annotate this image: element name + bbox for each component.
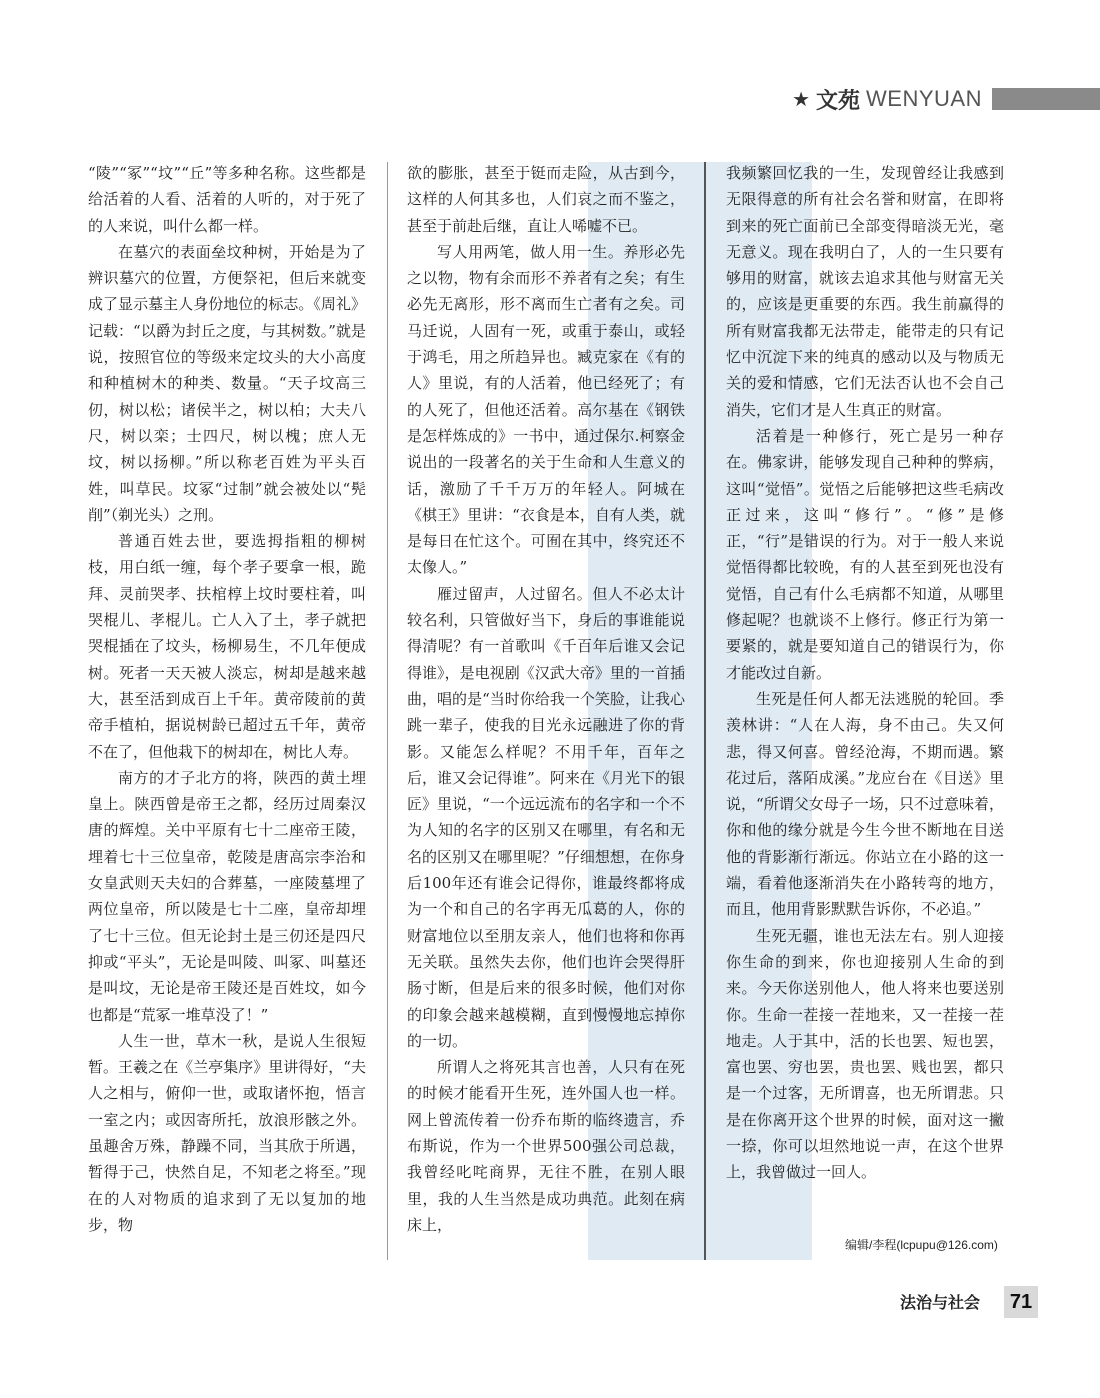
paragraph: 所谓人之将死其言也善，人只有在死的时候才能看开生死，连外国人也一样。网上曾流传着一份乔布斯的临终遗言，乔布斯说，作为一个世界500强公司总裁，我曾经叱咤商界，无往不胜，在别人眼里，我的人生当然是成功典范。此刻在病床上， <box>407 1058 685 1234</box>
page-number: 71 <box>1004 1286 1038 1318</box>
paragraph: 人生一世，草木一秋，是说人生很短暂。王羲之在《兰亭集序》里讲得好，“夫人之相与，俯仰一世，或取诸怀抱，悟言一室之内；或因寄所托，放浪形骸之外。虽趣舍万殊，静躁不同，当其欣于所遇，暂得于己，快然自足，不知老之将至。”现在的人对物质的追求到了无以复加的地步，物 <box>88 1031 366 1234</box>
star-icon: ★ <box>792 87 811 111</box>
paragraph: 我频繁回忆我的一生，发现曾经让我感到无限得意的所有社会名誉和财富，在即将到来的死亡面前已全部变得暗淡无光，毫无意义。现在我明白了，人的一生只要有够用的财富，就该去追求其他与财富无关的，应该是更重要的东西。我生前赢得的所有财富我都无法带走，能带走的只有记忆中沉淀下来的纯真的感动以及与物质无关的爱和情感，它们无法否认也不会自己消失，它们才是人生真正的财富。 <box>726 164 1004 419</box>
paragraph: “陵”“冢”“坟”“丘”等多种名称。这些都是给活着的人看、活着的人听的，对于死了的人来说，叫什么都一样。 <box>88 164 366 235</box>
paragraph: 在墓穴的表面垒坟种树，开始是为了辨识墓穴的位置，方便祭祀，但后来就变成了显示墓主人身份地位的标志。《周礼》记载：“以爵为封丘之度，与其树数。”就是说，按照官位的等级来定坟头的大小高度和种植树木的种类、数量。“天子坟高三仞，树以松；诸侯半之，树以柏；大夫八尺，树以栾；士四尺，树以槐；庶人无坟，树以扬柳。”所以称老百姓为平头百姓，叫草民。坟冢“过制”就会被处以“髡削”（剃光头）之刑。 <box>88 242 366 524</box>
text-column-2 <box>407 160 685 1238</box>
paragraph: 普通百姓去世，要选拇指粗的柳树枝，用白纸一缠，每个孝子要拿一根，跪拜、灵前哭孝、扶棺椁上坟时要柱着，叫哭棍儿、孝棍儿。亡人入了土，孝子就把哭棍插在了坟头，杨柳易生，不几年便成树。死者一天天被人淡忘，树却是越来越大，甚至活到成百上千年。黄帝陵前的黄帝手植柏，据说树龄已超过五千年，黄帝不在了，但他栽下的树却在，树比人寿。 <box>88 532 366 761</box>
section-header <box>792 84 982 114</box>
column-divider-2 <box>704 162 706 1260</box>
paragraph: 生死无疆，谁也无法左右。别人迎接你生命的到来，你也迎接别人生命的到来。今天你送别他人，他人将来也要送别你。生命一茬接一茬地来，又一茬接一茬地走。人于其中，活的长也罢、短也罢，富也罢、穷也罢，贵也罢、贱也罢，都只是一个过客，无所谓喜，也无所谓悲。只是在你离开这个世界的时候，面对这一撇一捺，你可以坦然地说一声，在这个世界上，我曾做过一回人。 <box>726 926 1004 1182</box>
paragraph: 雁过留声，人过留名。但人不必太计较名利，只管做好当下，身后的事谁能说得清呢？有一首歌叫《千百年后谁又会记得谁》，是电视剧《汉武大帝》里的一首插曲，唱的是“当时你给我一个笑脸，让我心跳一辈子，使我的目光永远融进了你的背影。又能怎么样呢？不用千年，百年之后，谁又会记得谁”。阿来在《月光下的银匠》里说，“一个远远流布的名字和一个不为人知的名字的区别又在哪里，有名和无名的区别又在哪里呢？”仔细想想，在你身后100年还有谁会记得你，谁最终都将成为一个和自己的名字再无瓜葛的人，你的财富地位以至朋友亲人，他们也将和你再无关联。虽然失去你，他们也许会哭得肝肠寸断，但是后来的很多时候，他们对你的印象会越来越模糊，直到慢慢地忘掉你的一切。 <box>407 584 685 1050</box>
magazine-name: 法治与社会 <box>900 1293 981 1312</box>
section-title-en: WENYUAN <box>866 86 982 111</box>
text-column-1 <box>88 160 366 1238</box>
section-title-cn: 文苑 <box>816 88 861 114</box>
editor-credit: 编辑/李程(lcpupu@126.com) <box>845 1238 998 1252</box>
text-column-3 <box>726 160 1004 1186</box>
column-divider-1 <box>387 162 388 1260</box>
header-gray-bar <box>992 88 1100 110</box>
paragraph: 写人用两笔，做人用一生。养形必先之以物，物有余而形不养者有之矣；有生必先无离形，形不离而生亡者有之矣。司马迁说，人固有一死，或重于泰山，或轻于鸿毛，用之所趋异也。臧克家在《有的人》里说，有的人活着，他已经死了；有的人死了，但他还活着。高尔基在《钢铁是怎样炼成的》一书中，通过保尔.柯察金说出的一段著名的关于生命和人生意义的话，激励了千千万万的年轻人。阿城在《棋王》里讲：“衣食是本，自有人类，就是每日在忙这个。可囿在其中，终究还不太像人。” <box>407 242 685 577</box>
paragraph: 南方的才子北方的将，陕西的黄土埋皇上。陕西曾是帝王之都，经历过周秦汉唐的辉煌。关中平原有七十二座帝王陵，埋着七十三位皇帝，乾陵是唐高宗李治和女皇武则天夫妇的合葬墓，一座陵墓埋了两位皇帝，所以陵是七十二座，皇帝却埋了七十三位。但无论封土是三仞还是四尺抑或“平头”，无论是叫陵、叫冢、叫墓还是叫坟，无论是帝王陵还是百姓坟，如今也都是“荒冢一堆草没了！” <box>88 768 366 1024</box>
paragraph: 活着是一种修行，死亡是另一种存在。佛家讲，能够发现自己种种的弊病，这叫“觉悟”。觉悟之后能够把这些毛病改正过来，这叫“修行”。“修”是修正，“行”是错误的行为。对于一般人来说觉悟得都比较晚，有的人甚至到死也没有觉悟，自己有什么毛病都不知道，从哪里修起呢？也就谈不上修行。修正行为第一要紧的，就是要知道自己的错误行为，你才能改过自新。 <box>726 426 1004 682</box>
paragraph: 欲的膨胀，甚至于铤而走险，从古到今，这样的人何其多也，人们哀之而不鉴之，甚至于前赴后继，直让人唏嘘不已。 <box>407 164 685 235</box>
paragraph: 生死是任何人都无法逃脱的轮回。季羡林讲：“人在人海，身不由己。失又何悲，得又何喜。曾经沧海，不期而遇。繁花过后，落陌成溪。”龙应台在《目送》里说，“所谓父女母子一场，只不过意味着，你和他的缘分就是今生今世不断地在目送他的背影渐行渐远。你站立在小路的这一端，看着他逐渐消失在小路转弯的地方，而且，他用背影默默告诉你，不必追。” <box>726 689 1004 919</box>
